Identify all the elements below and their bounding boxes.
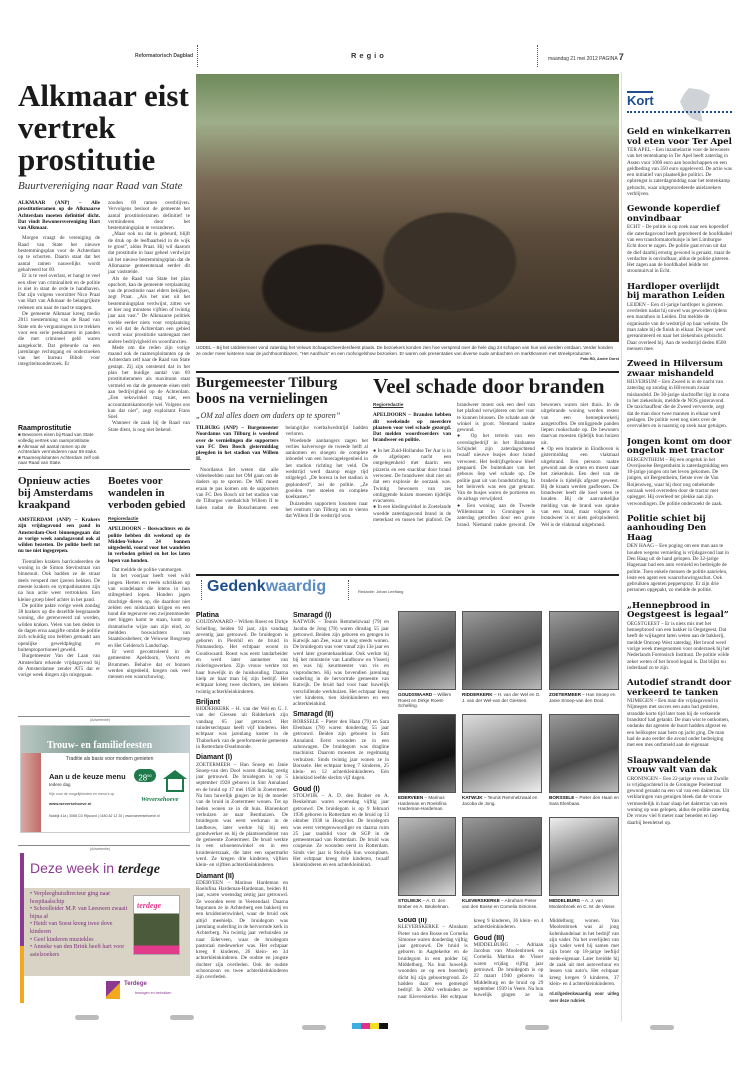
ad1-headline: Aan u de keuze menu: [49, 772, 126, 781]
branden-item: ● Een woning aan de Tweede Willemstraat in Groningen is zaterdag getroffen door een grote brand. Niemand raakte gewond. De bewoners waren niet thuis. In de uitgebrande woning werden resten van een hennepkwekerij aangetroffen. De omliggende panden liepen rookschade op. De bewoners daarvan moesten tijdelijk hun huizen uit.: [457, 402, 619, 528]
branden-headline: Veel schade door branden: [373, 375, 605, 398]
paragraph: „Maar ook nu dat is gebeurd, blijft de druk op de leefbaarheid in de wijk te groot”, aldus Praat. Hij wil daarom dat prostitutie in haar geheel verdwijnt uit het nieuwe bestemmingsplan dat de Alkmaarse gemeenteraad eerder dit jaar vaststelde.: [108, 231, 190, 276]
ad1-address: Noldijk 41a | 3068 CD Rijsoord | 0180-62 12 20 | www.weversehoeve.nl: [49, 814, 160, 818]
entry-heading: Goud (III): [473, 934, 505, 942]
kort-text: OEGSTGEEST – Er is niets mis met het hennepbrood van een bakker in Oegstgeest. Dat heeft de wijkagent laten weten aan de bakkerij, meldde Omroep West zaterdag. Het brood werd vorige week meegenomen voor onderzoek bij het Nederlands Forensisch Instituut. De politie wilde zeker weten of het brood legaal is. Dat blijkt nu inderdaad zo te zijn.: [627, 620, 730, 671]
ad1-banner: Trouw- en familiefeesten: [47, 740, 153, 751]
entry-text: ZOETERMEER – Han Snoep en Janie Snoep-van den Dool waren dinsdag zestig jaar getrouwd. De bruidegom is op 5 september 1928 geboren in Sint Annaland en de bruid op 17 mei 1928 in Zoetermeer. Na hun huwelijk gingen ze bij de moeder van de bruid in Zoetermeer wonen. Tot op heden wonen ze in dit huis. Binnenkort verhuizen ze naar Benthuizen. De bruidegom was eerst werkman in de landbouw, later werkte hij bij een grondwerker en bij de plantsoendienst van de gemeente Zoetermeer. De bruid werkte in een schoenenwinkel en in een kruidenierszaak, die later een supermarkt werd. Ze kregen drie kinderen, vijftien klein- en vijftien achterkleinkinderen.: [196, 761, 288, 869]
ad2-slogan: bewogen en betrokken: [135, 991, 172, 995]
magazine-cover: [133, 895, 180, 955]
ad1-tagline: Traditie als basis voor modern genieten: [66, 756, 154, 762]
tilburg-subtitle: „OM zal alles doen om daders op te sporen”: [196, 411, 341, 420]
wedding-photo: [549, 611, 619, 690]
entry-heading: Diamant (II): [196, 872, 235, 880]
kort-heading: Politie schiet bij aanhouding Den Haag: [627, 513, 707, 543]
factbox-title: Raamprostitutie: [18, 425, 72, 433]
paragraph: zouden 69 ramen overblijven. Vervolgens besloot de gemeente het aantal prostitutieramen definitief te verminderen door het bestemmingsplan te veranderen.: [108, 200, 190, 232]
kort-heading: Jongen komt om door ongeluk met tractor: [627, 436, 732, 456]
gedenk-footer-link[interactable]: rd.nl/gedenkwaardig voor uitleg over deze rubriek: [549, 991, 619, 1003]
photo-caption: GOUDSWAARD – Willem Roest en Dirkje Roest-Schelling.: [398, 692, 452, 709]
ad2-item: • Verpleeghuisdirecteur ging naar hospitaalschip: [30, 891, 111, 905]
paragraph: Noordanus liet weten dat alle videobeelden naar het OM gaan om de daders op te sporen. De ME moest eraan te pas komen om de supporters van FC Den Bosch uit het stadion van de Tilburgse voetbalclub Willem II te halen nadat de Bosschenaren een belangrijke voetbalwedstrijd hadden verloren.: [196, 425, 368, 511]
kort-list: [627, 120, 732, 1015]
ad1-brand: Weversehoeve: [141, 796, 179, 803]
boetes-headline: Boetes voor wandelen in verboden gebied: [108, 475, 186, 511]
paragraph: Morgen vraagt de vereniging de Raad van State het nieuwe bestemmingsplan voor de Achterdam op te schorten. Daarin staat dat het aantal ramen nauwelijks wordt gehalveerd tot 69.: [18, 235, 100, 273]
kort-heading: Zweed in Hilversum zwaar mishandeld: [627, 359, 723, 379]
wedding-photo: [462, 714, 542, 793]
ad2-item: • Geef kinderen muziekles: [30, 936, 94, 943]
main-body-col1: [18, 200, 100, 420]
ad-label: (Advertentie): [90, 847, 111, 851]
magazine-title: terdege: [137, 901, 161, 910]
wedding-photo: [398, 714, 456, 793]
paragraph: Burgemeester Van der Laan van Amsterdam erkende vrijdagavond bij de Amsterdamse zender AT5 dat er vorige week dingen zijn misgegaan.: [18, 653, 100, 679]
branden-article: [373, 375, 619, 570]
kort-heading: Geld en winkelkarren vol eten voor Ter Apel: [627, 127, 732, 147]
kort-text: DEN HAAG – Een poging om een man aan te houden wegens vernieling is vrijdagavond laat in Den Haag uit de hand gelopen. De 32-jarige Hagenaar had een auto vernield en bedreigde de politie. Toen enkele mensen de politie aanrielen, loste een agent een waarschuwingsschot. Ook gebruikten agenten pepperspray. Er zijn drie personen opgepakt, zo meldde de politie.: [627, 543, 729, 594]
ad-weversehoeve[interactable]: [20, 725, 190, 833]
tilburg-article: [196, 375, 368, 570]
wedding-photo: [398, 817, 456, 896]
sheep-shearing-photo: [196, 74, 619, 342]
kort-heading: Gewonde koperdief onvindbaar: [627, 204, 720, 224]
gedenkwaardig-editor: Redactie: Johan Leeflang: [358, 589, 404, 594]
kort-heading: Hardloper overlijdt bij marathon Leiden: [627, 281, 725, 302]
paragraph: Duizenden supporters losomen naar het centrum van Tilburg om te vieren dat Willem II de wedstrijd won.: [285, 500, 368, 520]
factbox-item: ■ Raamexploitanten Achterdam zelf ook naar Raad van State.: [18, 454, 100, 466]
kort-heading: Autodief strandt door verkeerd te tanken: [627, 678, 732, 698]
tilburg-lead: TILBURG (ANP) – Burgemeester Noordanus van Tilburg is woedend over de vernielingen die supporters van FC Den Bosch gistermiddag pleegden in het stadion van Willem II.: [196, 425, 279, 463]
entry-text: KATWIJK – Teunis Remmelzwaal (79) en Jacoba de Jong (78) waren dinsdag 55 jaar getrouwd. Beiden zijn geboren en getogen in Katwijk aan Zee, waar ze nog steeds wonen. De bruidegom was voer vanaf zijn 13e jaar en werd later groentehandelaar. Ook werkte hij bij het ministerie van Landbouw en Visserij en was hij keurmeester van vis en visproducten. Hij was bovendien jarenlang ouderling in de hervormde gemeente van Katwijk. De bruid had voor haar huwelijk verschillende werkhuizen. Het echtpaar kreeg vier kinderen, tien kleinkinderen en een achterkleinkind.: [293, 619, 389, 708]
entry-heading: Smaragd (II): [293, 711, 334, 719]
boetes-article: [108, 475, 190, 713]
netherlands-map-icon: [680, 88, 710, 122]
color-registration-bar: [352, 1023, 388, 1029]
factbox: [18, 425, 100, 466]
photo-caption: MIDDELBURG – A. J. van Moolenbroek en C. M. de Visser.: [549, 898, 616, 909]
entry-text: EDERVEEN – Marinus Hardeman en Roelofina Hardeman-Hardeman, beiden 81 jaar, waren woensdag zestig jaar getrouwd. Ze woonden eerst in Veenendaal. Daarna begonnen ze in Achterberg een bakkerij en een kruidenierswinkel, waar de bruid ook altijd meehielp. De bruidegom was jarenlang ouderling in de hervormde kerk in Achterberg. Na twintig jaar verhuisden ze naar Ederveen, waar de bruidegom pastoraal medewerker was. Het echtpaar kreeg 8 kinderen, 26 klein- en 34 achterkleinkinderen. De oudste en jongste dochter zijn overleden. Ook de oudste schoonzoon en twee achterkleinkinderen zijn overleden.: [196, 879, 288, 981]
kort-text: ECHT – De politie is op zoek naar een koperdief die zaterdagavond heeft geprobeerd de hoofdkabel van een transformatorhuisje in het Limburgse Echt door te zagen. De politie gaat ervan uit dat de dief daarbij ernstig gewond is geraakt, maar de verdachte is onvindbaar, aldus de politie gisteren. Het zagen aan de hoofdkabel leidde tot stroomuitval in Echt.: [627, 224, 732, 275]
photo-caption: UDDEL – Bij het Uddelermeer vond zaterdag het Veluws Schaapscheerdersfeest plaats. De bezoekers konden zien hoe verspreid over de hele dag 24 schapen van hun wol werden ontdaan. Verder konden ze onder meer luisteren naar de jachthoornblazen, "Het Aardhuis" en een roofvogelshow bezoeken. Er waren ook presentaties van diverse oude ambachten en marktkramen met streekproducten. Foto RD, André Dorst: [196, 345, 619, 361]
kort-text: TER APEL – Een inzamelactie voor de bewoners van het tentenkamp in Ter Apel heeft zaterdag in Assen voor 1000 euro aan boodschappen en een geldbedrag van 350 euro opgeleverd. De actie was een initiatief van plaatselijke politici. De opbrengst is zaterdagmiddag naar het tentenkamp gebracht, waar uitgeprocedeerde asielzoekers verblijven.: [627, 147, 732, 198]
branden-item: ● Op een braderie in Eindhoven is gistermiddag een vlakmaal uitgebrand. Een persoon raakte gewond aan de ornen en moest naar het ziekenhuis. Een deel van de braderie is tijdelijk afgezet geweest. Bij de kraam werden gasflessen. De brandweer heeft die koel weten te houden. Bij de aanvankelijke melding van de brand was sprake van een knal, maar volgens de brandweer is er niets geëxplodeerd. Wel is de vlakmaal uitgebrand.: [541, 446, 619, 528]
wedding-photo: [549, 714, 619, 793]
house-roof-icon: [163, 770, 187, 779]
amsterdam-headline: Opnieuw acties bij Amsterdams kraakpand: [18, 475, 93, 511]
paper-name: Reformatorisch Dagblad: [135, 53, 194, 59]
branden-item: ● Op het terrein van een overslagbedrijf in het Brabantse Schijndel zijn zaterdagochtend twaalf nieuwe busjes door brand verwoest. Het bedrijfsgebouw bleef gespaard. De buitenkant van het gebouw liep wel schade op. De politie gaat uit van brandstichting. In het beloverk was een gat gekrast. Van de busjes waren de portieren en de airbags verwijderd.: [457, 433, 535, 503]
entry-text: RIDDERKERK – H. van der Wel en G. J. van der Giessen uit Ridderkerk zijn vandaag 65 jaar getrouwd. Het tuindersechtpaar heeft vijf kinderen. Het echtpaar was jarenlang koster in de Thaborkerk van de gereformeerde gemeente in Rotterdam-IJsselmonde.: [196, 706, 288, 750]
branden-body: [373, 402, 619, 570]
byline: Regioredactie: [108, 516, 139, 521]
boetes-body: [108, 516, 190, 713]
kort-text: GRONINGEN – Een 22-jarige vrouw uit Zwolle is vrijdagochtend in de Groningse Poelestraat gewond geraakt na een val van een dakterras. Uit verklaringen van getuigen bleek dat de vrouw vermoedelijk in haar slaap het dakterras van een woning op was gelopen, aldus de politie zaterdag. De vrouw viel 8 meter naar beneden en liep daarbij beenletsel op.: [627, 775, 731, 826]
amsterdam-body: [18, 517, 100, 713]
ad-label: (Advertentie): [90, 718, 111, 722]
branden-lead: APELDOORN – Branden hebben dit weekeinde op meerdere plaatsen voor veel schade gezorgd. Dat melden woordvoerders van brandweer en politie.: [373, 412, 451, 444]
ad2-item: • Schoolleider M.P. van Leeuwen zwaait bijna af: [30, 906, 128, 920]
entry-text: KLEVERSKERKE – Abraham Pieter van den Bosse en Cornelia Simonse waren donderdag vijftig jaar getrouwd. De bruid is geboren in Aagtekerke en de bruidegom in een polder bij Middelburg. Na hun huwelijk woonden ze op een boerderij dicht bij zijn geboortegrond. Ze hadden daar een gemengd bedrijf. In 2002 verhuisden ze naar Kleverskerke. Het echtpaar kreeg 9 kinderen, 36 klein- en 4 achterkleinkinderen.: [398, 918, 544, 1000]
gedenk-col3: [398, 918, 619, 1016]
photo-caption: RIDDERKERK – H. van der Wel en G. J. van der Wel-van der Giessen.: [462, 692, 541, 703]
ad1-sub: Iedere dag: [49, 782, 71, 787]
kort-heading: Slaapwandelende vrouw valt van dak: [627, 755, 718, 775]
section-name: Regio: [351, 51, 387, 60]
photo-caption: KLEVERSKERKE – Abraham Pieter van den Bosse en Cornelia Simonse.: [462, 898, 538, 909]
paragraph: Tientallen krakers barricadeerden de woning in de Simon Stevinstraat van binnenuit. Ook hadden ze de straat deels versperd met ijzeren hekken. De meeste krakers en sympathisanten zijn na hun actie weer vertrokken. Een kleine groep bleef achter in het pand.: [18, 558, 100, 603]
gedenk-col2: [293, 608, 389, 1024]
ad2-item: • Heidi van Soest kreeg twee dove kinderen: [30, 921, 113, 935]
paragraph: Als de Raad van State het plan opschort, kan de gemeente verplaatsing van de prostitutie naar elders bekijken, zegt Praat. „Als het niet uit het bestemmingsplan verdwijnt, zitten we er hier nog minstens vijftien of twintig jaar aan vast.” De Alkmaarse politiek voelde eerder niets voor verplaatsing en wil dat de Achterdam een gebied wordt waar prostitutie samengaat met andere bedrijvigheid en woonfuncties.: [108, 275, 190, 345]
main-article: [18, 80, 192, 466]
main-subtitle: Buurtvereniging naar Raad van State: [18, 180, 183, 192]
entry-text: GOUDSWAARD – Willem Roest en Dirkje Schelling, beiden 92 jaar, zijn vandaag zeventig jaar getrouwd. De bruidegom is geboren in Piershil en de bruid in Numansdorp. Het echtpaar woont in Goudswaard. Roest was eerst landarbeider en werd later aannemer van rioleringswerken. Zijn vrouw werkte tot haar huwelijk in de huishouding. Daarna hielp ze haar man bij zijn bedrijf. Het echtpaar kreeg twee dochters, zes kleinen twintig achterkleinkinderen.: [196, 619, 288, 695]
main-lead: ALKMAAR (ANP) – Alle prostitutieramen op de Alkmaarse Achterdam moeten definitief dicht. Dat vindt Bewonersvereniging Hart van Alkmaar.: [18, 200, 100, 232]
gedenk-col1: [196, 608, 288, 1024]
entry-text: BORSSELE – Pieter den Haan (79) en Sara Elenbaas (78) waren donderdag 55 jaar getrouwd. Beiden zijn geboren in Sint Annaland. Eerst woonden ze in een salonwagen. De bruidegom was dragline machinist. Daarom moesten ze regelmatig verhuizen. Sinds twintig jaar wonen ze in Borssele. Het echtpaar kreeg 7 kinderen, 25 klein- en 12 achterkleinkinderen. Eén kleinkind leefde slechts vijf dagen.: [293, 718, 389, 782]
ad2-title: Deze week in terdege: [30, 860, 160, 877]
paragraph: In het voorjaar heeft veel wild jongen. Herten en reeën schrikken op van wandelaars die intens in hun stiltegebied lopen. Honden jagen drachtige dieren op, die daardoor niet zelden een miskraam krijgen en een hond die tegenover een zwijnenmoeder met biggen komt te staan, komt op dramatische wijze aan zijn eind, zo meldden boswachters van Staatsbosbeheer, de Veluwse Bosgroep en Het Geldersch Landschap.: [108, 573, 190, 649]
entry-text: STOLWIJK – A. D. den Braber en A. Beukelman waren woensdag vijftig jaar getrouwd. De bruidegom is op 9 februari 1936 geboren in Rotterdam en de bruid op 13 oktober 1938 in Hoogvliet. De bruidegom was eerst vertegenwoordiger en daarna ruim 25 jaar raadslid voor de SGP in de gemeenteraad van Rotterdam. De bruid was coupeuse. Ze woonden eerst in Rotterdam. Sinds vier jaar is Stolwijk hun woonplaats. Het echtpaar kreeg drie kinderen, twaalf kleinkinderen en een achterkleinkind.: [293, 793, 389, 869]
photo-credit: Foto RD, André Dorst: [580, 356, 619, 361]
paragraph: Mede om die reden zijn vorige maand ook de raamexploitanten op de Achterdam zelf naar de Raad van State gestapt. Zij zijn ontstemd dat in het plan het huidige aantal van 69 prostitutieramen als maximum staat vermeld en dat de gemeente eisen stelt aan bedrijvigheid op de Achterdam. „Een sekswinkel mag niet, een accountantskantoortje wel. Volgens ons kan dat niet”, zegt exploitant Frans Snel.: [108, 344, 190, 421]
paragraph: Dat meldde de politie vanmorgen.: [112, 567, 183, 574]
wedding-photo: [462, 611, 542, 690]
kort-text: HILVERSUM – Een Zweed is in de nacht van zaterdag op zondag in Hilversum zwaar mishandeld. De 30-jarige slachtoffer ligt in coma in het ziekenhuis, meldde de NOS gisteravond. De taxichauffeur die de Zweed vervoerde, zegt dat de man door twee mannen in elkaar werd geslagen. De politie weet nog niets over de overvallers en is naarstig op zoek naar getuigen.: [627, 379, 730, 430]
byline: Regioredactie: [373, 402, 404, 407]
ad2-brand: Terdege: [124, 981, 147, 987]
amsterdam-lead: AMSTERDAM (ANP) – Krakers zijn vrijdagavond een pand in Amsterdam-Oost binnengegaan dat ze vorige week zondagavond ook al wilden bezetten. De politie heeft tot nu toe niet ingegrepen.: [18, 517, 100, 555]
entry-heading: Goud (I): [293, 785, 320, 793]
factbox-item: ■ Alkmaar wil aantal ramen op de Achterdam verminderen naar 69 stuks.: [18, 443, 98, 455]
kort-label: Kort: [627, 93, 654, 108]
ad2-items: [30, 891, 130, 959]
amsterdam-article: [18, 475, 100, 713]
page-number: 7: [618, 52, 624, 62]
terdege-logo-icon: [106, 981, 120, 999]
paragraph: Er werd gecontroleerd in de gemeenten Apeldoorn, Voorst en Brummen. Behalve dat er bonnen werden uitgedeeld, kregen ook veel mensen een waarschuwing.: [108, 648, 190, 681]
wedding-photo: [462, 817, 542, 896]
ad-terdege[interactable]: [20, 853, 190, 1005]
kort-text: LEIDEN – Een 41-jarige hardloper is gisteren overleden nadat hij onwel was geworden tijdens een marathon in Leiden. Dat meldde de organisatie van de wedstrijd op haar website. De man zakte bij de finish in elkaar. De loper werd gereanimeerd en naar het ziekenhuis gebracht. Daar overleed hij. Aan de wedstrijd deden 8500 mensen mee.: [627, 301, 728, 352]
ad1-url[interactable]: www.weversehoeve.nl: [49, 801, 92, 806]
kort-text: NIJMEGEN – Een man die vrijdagavond in Nijmegen met succes een auto had gestolen, strandde korte tijd later toen hij de verkeerde brandstof had getankt. De man wist te ontkomen, ondanks dat agenten de buurt hadden afgezet en een helikopter naar hem op jacht ging. De man had de auto eerder die avond onder bedreiging met een mes ontfutseld aan de eigenaar.: [627, 698, 730, 749]
paragraph: Woedende aanhangers zagen het verlies halverwege de tweede helft al aankomen en sloegen de complete inboedel van een horecagelegenheid in het stadion richting het veld. De wedstrijd werd daarop enige tijd stilgelegd. „De horeca in het stadion is geplunderd”, zei de politie. „Ze gooiden met stoelen en complete koelkasten.”: [285, 437, 368, 501]
price-badge: $28^{50}$: [134, 769, 156, 782]
photo-caption: ZOETERMEER – Han Snoep en Janie Snoep-van den Dool.: [549, 692, 616, 703]
kort-text: BERGENTHEIM – Bij een ongeluk in het Overijsselse Bergentheim is zaterdagmiddag een 10-jarige jongen om het leven gekomen. De jongen, uit Bergentheim, fietste over de Van Roijensweg, waar hij door nog onbekende oorzaak werd overreden door de tractor met oplegger. Hij overleed ter plekke aan zijn verwondingen. De politie onderzoekt de zaak.: [627, 456, 729, 507]
branden-item: ● In een kledingwinkel in Zoetelande woedde zaterdagavond brand in de meterkast en tussen het plafond. De brandweer moest ook een deel van het plafond verwijderen om het vuur te kunnen blussen. De schade aan de winkel is groot. Niemand raakte gewond.: [373, 402, 535, 524]
entry-heading: Goud (II): [398, 918, 427, 924]
wedding-photo: [549, 817, 619, 896]
gedenkwaardig-title: Gedenkwaardig: [207, 578, 327, 595]
tilburg-body: [196, 425, 368, 570]
factbox-item: ■ Bewoners eisen bij Raad van State volledig vertrek van raamprostitutie.: [18, 432, 94, 444]
photo-caption: BORSSELE – Pieter den Haan en Sara Elenbaas.: [549, 795, 619, 806]
wedding-photo: [398, 611, 456, 690]
entry-heading: Diamant (I): [196, 754, 233, 762]
house-logo-icon: [166, 778, 184, 792]
date-text: maandag 21 mei 2012 PAGINA: [548, 56, 618, 62]
main-headline: Alkmaar eist vertrek prostitutie: [18, 80, 189, 177]
photo-caption: EDERVEEN – Marinus Hardeman en Roelofina Hardeman-Hardeman.: [398, 795, 447, 812]
entry-heading: Smaragd (I): [293, 612, 332, 619]
entry-heading: Briljant: [196, 698, 221, 706]
page-date: [548, 52, 624, 62]
tilburg-headline: Burgemeester Tilburg boos na vernielingen: [196, 375, 338, 407]
paragraph: De gemeente Alkmaar kreeg medio 2011 toestemming van de Raad van State om de vergunningen in te trekken voor een serie peeskamers in panden die met crimineel geld waren aangekocht. Dat gebeurde na een jarenlange rechtsgang en onderzoeken van het bureau Bibob voor integriteitsonderzoek. Er: [18, 311, 100, 368]
paragraph: Wanneer de zaak bij de Raad van State dient, is nog niet bekend.: [108, 420, 190, 433]
main-body-col2: [108, 200, 190, 466]
photo-caption: KATWIJK – Teunis Remmelzwaal en Jacoba de Jong.: [462, 795, 538, 806]
paragraph: De politie pakte vorige week zondag 38 krakers op die dezelfde leegstaande woning, die gerenoveerd zal worden, wilden kraken. Velen van hen deden in de dagen erna aangifte omdat de politie zich schuldig zou hebben gemaakt aan openlijke geweldpleging en buitenproportioneel geweld.: [18, 602, 100, 653]
entry-heading: Platina: [196, 612, 219, 619]
boetes-lead: APELDOORN – Boswachters en de politie hebben dit weekend op de Midden-Veluwe 24 bonnen uitgedeeld, vooral voor het wandelen in verboden gebied en het los laten lopen van honden.: [108, 526, 190, 564]
ad2-item: • Anneke van den Brink heeft hart voor asielzoekers: [30, 944, 125, 958]
kort-heading: „Hennepbrood in Oegstgeest is legaal”: [627, 600, 729, 621]
paragraph: Er is te veel overlast, er hangt te veel een sfeer van criminaliteit en de politie is niet in staat de orde te handhaven. Dat zijn volgens voorzitter Nico Praat van Hart van Alkmaar de belangrijkste redenen om naar de raad te stappen.: [18, 273, 100, 311]
branden-item: ● In het Zuid-Hollandse Ter Aar is in de afgelopen nacht een ontgelegenheid met daarin een pizzeria en een snackbar door brand verwoest. De brandweer sluit niet uit dat een explosie de oorzaak was. Twintig bewoners van zes omliggende huizen moesten tijdelijk evacueren.: [373, 447, 451, 505]
photo-caption: STOLWIJK – A. D. den Braber en A. Beukelman.: [398, 898, 450, 909]
ad1-info: Kijk voor de mogelijkheden en menu's op: [49, 792, 115, 796]
entry-text: MIDDELBURG – Adriaan Jacobus van Moolenbroek en Cornelia Martina de Visser waren vrijdag vijftig jaar getrouwd. De bruidegom is op 22 maart 1940 geboren in Middelburg en de bruid op 29 september 1939 in Veere. Na hun huwelijk gingen ze in Middelburg wonen. Van Moolenbroek was al jong kolenhandelaar in het bedrijf van zijn vader. Na het overlijden van zijn vader werd hij samen met zijn broer op 18-jarige leeftijd mede-eigenaar. Later breidde hij de zaak uit met autoverhuur en lessen van auto's. Het echtpaar kreeg kregen 9 kinderen, 37 klein- en 4 achterkleinkinderen.: [473, 918, 619, 999]
